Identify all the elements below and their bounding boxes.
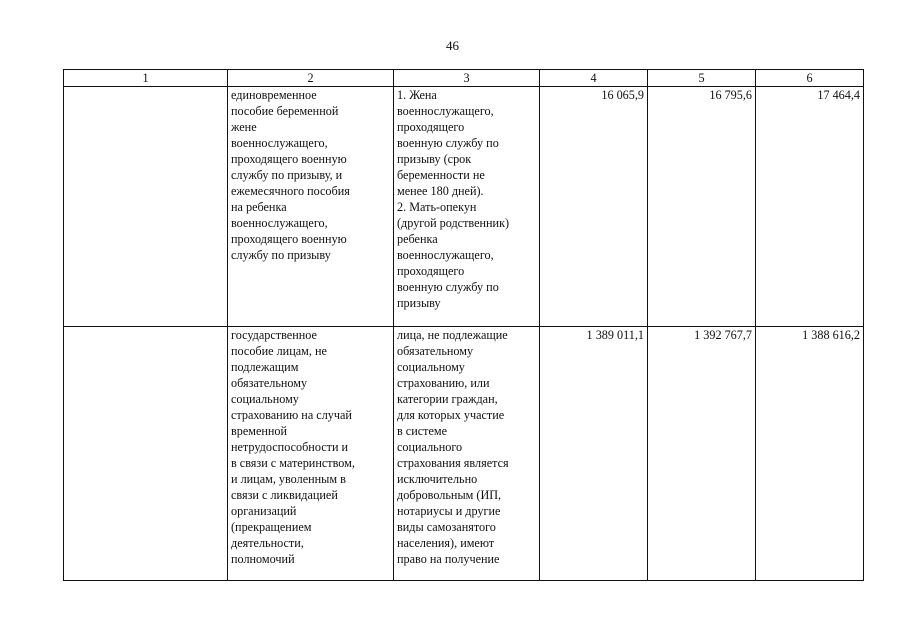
table-row [64, 87, 864, 327]
budget-table [63, 69, 864, 581]
cell-col1 [64, 87, 228, 327]
cell-col1 [64, 327, 228, 581]
cell-value-col5: 1 392 767,7 [648, 327, 756, 581]
table-header-row [64, 70, 864, 87]
cell-value-col6: 17 464,4 [756, 87, 864, 327]
column-header-3: 3 [394, 70, 540, 87]
cell-recipients: лица, не подлежащие обязательному социальному страхованию, или категории граждан, для которых участие в системе социального страхования является исключительно добровольным (ИП, нотариусы и другие виды самозанятого населения), имеют право на получение [394, 327, 540, 581]
column-header-6: 6 [756, 70, 864, 87]
cell-value-col5: 16 795,6 [648, 87, 756, 327]
column-header-1: 1 [64, 70, 228, 87]
column-header-2: 2 [228, 70, 394, 87]
cell-value-col4: 16 065,9 [540, 87, 648, 327]
cell-benefit-name: единовременное пособие беременной жене военнослужащего, проходящего военную службу по призыву, и ежемесячного пособия на ребенка военнослужащего, проходящего военную службу по призыву [228, 87, 394, 327]
cell-benefit-name: государственное пособие лицам, не подлежащим обязательному социальному страхованию на случай временной нетрудоспособности и в связи с материнством, и лицам, уволенным в связи с ликвидацией организаций (прекращением деятельности, полномочий [228, 327, 394, 581]
column-header-5: 5 [648, 70, 756, 87]
page-number: 46 [446, 38, 459, 53]
cell-recipients: 1. Жена военнослужащего, проходящего военную службу по призыву (срок беременности не менее 180 дней). 2. Мать-опекун (другой родственник) ребенка военнослужащего, проходящего военную службу по призыву [394, 87, 540, 327]
cell-value-col6: 1 388 616,2 [756, 327, 864, 581]
column-header-4: 4 [540, 70, 648, 87]
table-row [64, 327, 864, 581]
cell-value-col4: 1 389 011,1 [540, 327, 648, 581]
